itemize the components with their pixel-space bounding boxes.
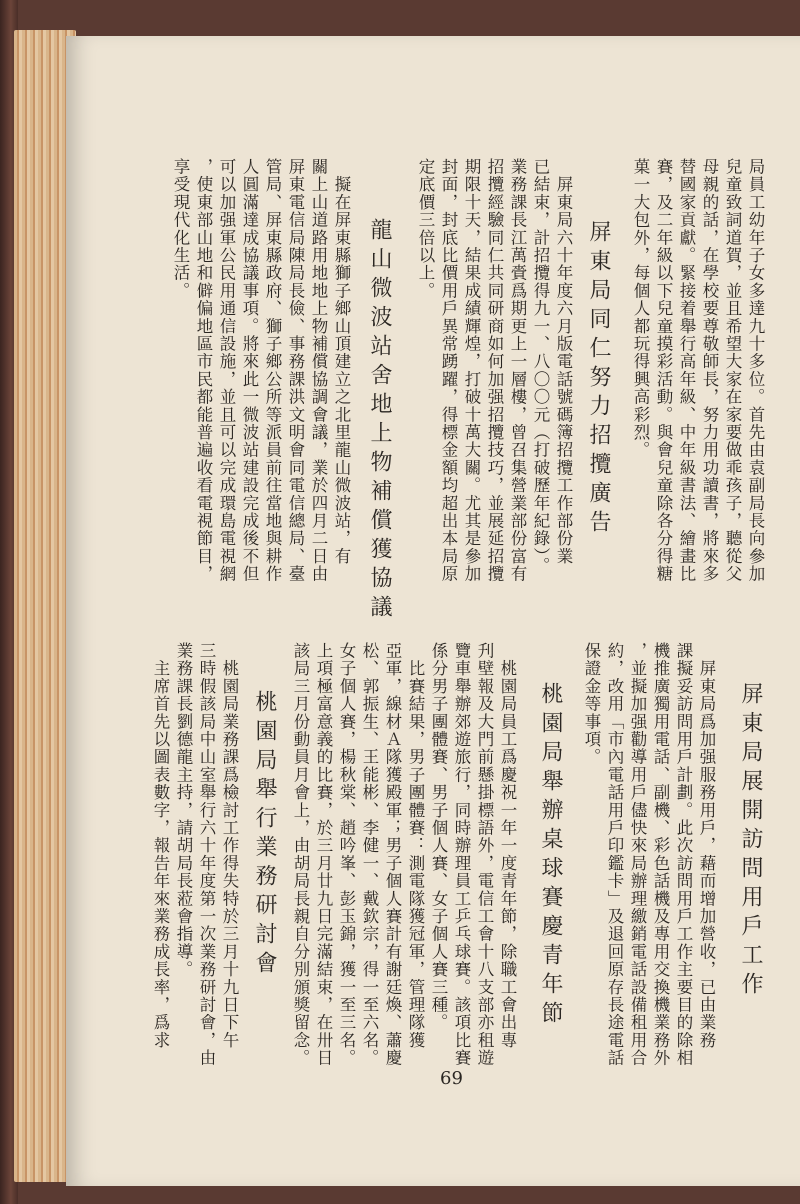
page-number: 69 — [440, 1068, 463, 1089]
article-title: 屏東局展開訪問用戶工作 — [738, 682, 763, 1001]
article-title: 桃園局舉行業務研討會 — [252, 690, 277, 980]
text-line: 屏東局爲加强服務用戶，藉而增加營收，已由業務 — [697, 642, 716, 1050]
text-line: 享受現代化生活。 — [171, 158, 190, 300]
text-line: 約，改用「市內電話用戶印鑑卡」及退回原存長途電話 — [605, 642, 624, 1067]
text-line: 局員工幼年子女多達九十多位。首先由袁副局長向參加 — [746, 158, 765, 583]
text-line: 兒童致詞道賀，並且希望大家在家要做乖孩子，聽從父 — [723, 158, 742, 583]
text-line: 關上山道路用地地上物補償協調會議，業於四月二日由 — [309, 158, 328, 583]
text-line: 替國家貢獻。緊接着舉行高年級、中年級書法、繪畫比 — [677, 158, 696, 583]
article-title: 屏東局同仁努力招攬廣告 — [586, 220, 611, 539]
text-line: 女子個人賽，楊秋棠、趙吟峯、彭玉錦，獲一至三名。 — [337, 642, 356, 1067]
text-line: 賽，及二年級以下兒童摸彩活動。與會兒童除各分得糖 — [654, 158, 673, 583]
text-line: 桃園局業務課爲檢討工作得失特於三月十九日下午 — [220, 642, 239, 1050]
text-line: 主席首先以圖表數字，報告年來業務成長率，爲求 — [151, 642, 170, 1050]
text-line: 松、郭振生、王能彬、李健一、戴欽宗，得一至六名。 — [360, 642, 379, 1067]
text-line: 擬在屏東縣獅子鄉山頂建立之北里龍山微波站，有 — [332, 158, 351, 566]
text-line: 機推廣獨用電話、副機、彩色話機及專用交換機業務外 — [651, 642, 670, 1067]
text-line: 管局、屏東縣政府、獅子鄉公所等派員前往當地與耕作 — [263, 158, 282, 583]
text-line: 係分男子團體賽、男子個人賽、女子個人賽三種。 — [429, 642, 448, 1032]
text-line: 課擬妥訪問用戶計劃。此次訪問用戶工作主要目的除相 — [674, 642, 693, 1067]
text-line: 桃園局員工爲慶祝一年一度青年節，除職工會出專 — [498, 642, 517, 1050]
text-line: 母親的話，在學校要尊敬師長，努力用功讀書，將來多 — [700, 158, 719, 583]
text-line: 覽車舉辦郊遊旅行，同時辦理員工乒乓球賽。該項比賽 — [452, 642, 471, 1067]
text-line: 保證金等事項。 — [582, 642, 601, 766]
text-line: 可以加强軍公民用通信設施，並且可以完成環島電視網 — [217, 158, 236, 583]
article-title: 桃園局舉辦桌球賽慶青年節 — [538, 682, 563, 1030]
text-line: 菓一大包外，每個人都玩得興高彩烈。 — [631, 158, 650, 459]
text-line: 招攬經驗同仁共同研商如何加强招攬技巧，並展延招攬 — [485, 158, 504, 583]
text-line: 刋壁報及大門前懸掛標語外，電信工會十八支部亦租遊 — [475, 642, 494, 1067]
text-line: 上項極富意義的比賽，於三月廿九日完滿結束，在卅日 — [314, 642, 333, 1067]
text-line: 封面，封底比價用戶異常踴躍，得標金額均超出本局原 — [439, 158, 458, 583]
text-line: 定底價三倍以上。 — [416, 158, 435, 300]
text-line: 期限十天，結果成績輝煌，打破十萬大關。尤其是參加 — [462, 158, 481, 583]
text-line: 屏東電信局陳局長儉、事務課洪文明會同電信總局、臺 — [286, 158, 305, 583]
text-line: 人圓滿達成協議事項。將來此一微波站建設完成後不但 — [240, 158, 259, 583]
text-line: 屏東局六十年度六月版電話號碼簿招攬工作部份業 — [554, 158, 573, 566]
text-line: 亞軍，線材Ａ隊獲殿軍；男子個人賽計有謝廷煥、蕭慶 — [383, 642, 402, 1067]
text-line: ，並擬加强勸導用戶儘快來局辦理繳銷電話設備租用合 — [628, 642, 647, 1067]
text-line: ，使東部山地和僻偏地區市民都能普遍收看電視節目， — [194, 158, 213, 583]
text-line: 該局三月份動員月會上，由胡局長親自分別頒獎留念。 — [291, 642, 310, 1067]
text-line: 已結束，計招攬得九一、八〇〇元（打破歷年紀錄）。 — [531, 158, 550, 575]
text-line: 三時假該局中山室舉行六十年度第一次業務研討會，由 — [197, 642, 216, 1067]
text-line: 比賽結果，男子團體賽：測電隊獲冠軍，管理隊獲 — [406, 642, 425, 1050]
text-line: 業務課長劉德龍主持，請胡局長蒞會指導。 — [174, 642, 193, 979]
text-line: 業務課長江萬賫爲期更上一層樓，曾召集營業部份富有 — [508, 158, 527, 583]
article-title: 龍山微波站舍地上物補償獲協議 — [367, 218, 392, 624]
